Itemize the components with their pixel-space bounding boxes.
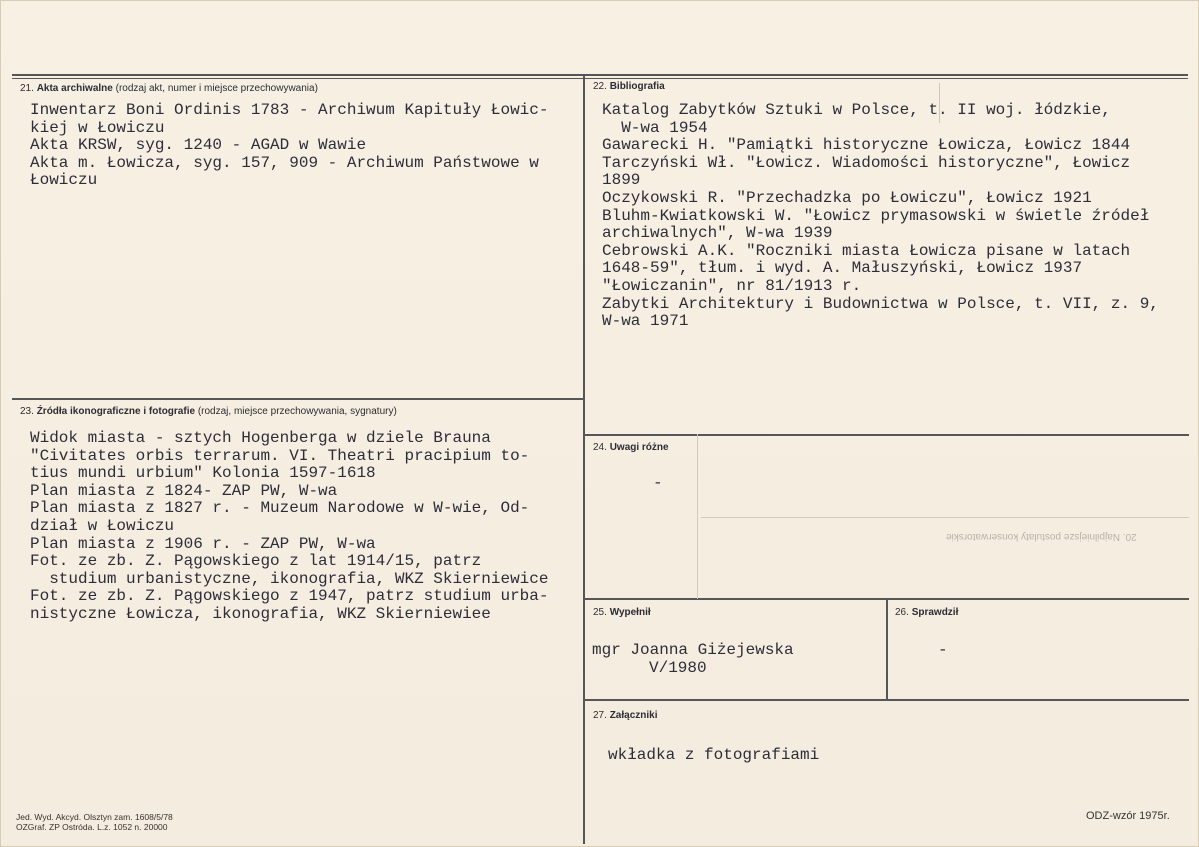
iconography-line: Plan miasta z 1827 r. - Muzeum Narodowe w W-wie, Od- — [30, 499, 530, 518]
iconography-line: studium urbanistyczne, ikonografia, WKZ Skierniewice — [30, 569, 549, 588]
section-24-title: Uwagi różne — [609, 442, 669, 453]
printer-imprint-line2: OZGraf. ZP Ostróda. L.z. 1052 n. 20000 — [16, 822, 168, 832]
iconography-line: Fot. ze zb. Z. Pągowskiego z lat 1914/15, patrz — [30, 552, 482, 571]
section-23-body — [30, 430, 548, 624]
bibliography-line: Zabytki Architektury i Budownictwa w Polsce, t. VII, z. 9, — [602, 294, 1159, 313]
divider-22-24 — [585, 434, 1189, 436]
iconography-line: Fot. ze zb. Z. Pągowskiego z 1947, patrz studium urba- — [30, 587, 549, 606]
bibliography-line: archiwalnych", W-wa 1939 — [602, 224, 833, 243]
archival-line: Akta KRSW, syg. 1240 - AGAD w Wawie — [30, 136, 367, 155]
section-21-body — [30, 102, 548, 190]
section-21-number: 21. — [20, 83, 34, 94]
bibliography-line: W-wa 1971 — [602, 312, 689, 331]
section-27-label — [593, 710, 658, 721]
section-27-number: 27. — [593, 710, 607, 721]
section-25-title: Wypełnił — [609, 607, 651, 618]
section-21-note: (rodzaj akt, numer i miejsce przechowywania) — [115, 83, 318, 94]
section-24-value: - — [653, 474, 663, 492]
bleed-line-h1 — [701, 517, 1189, 518]
section-22-number: 22. — [593, 81, 607, 92]
iconography-line: Plan miasta z 1824- ZAP PW, W-wa — [30, 481, 338, 500]
bibliography-line: Tarczyński Wł. "Łowicz. Wiadomości historyczne", Łowicz — [602, 153, 1131, 172]
bibliography-line: Cebrowski A.K. "Roczniki miasta Łowicza pisane w latach — [602, 241, 1131, 260]
iconography-line: nistyczne Łowicza, ikonografia, WKZ Skierniewiee — [30, 604, 491, 623]
filled-by-date: V/1980 — [649, 659, 707, 677]
section-26-value: - — [938, 641, 948, 659]
form-code: ODZ-wzór 1975r. — [1086, 810, 1170, 822]
bleed-through-text: 20. Najpilniejsze postulaty konserwatorskie — [946, 531, 1137, 542]
bibliography-line: 1899 — [602, 171, 641, 190]
bibliography-line: Gawarecki H. "Pamiątki historyczne Łowicza, Łowicz 1844 — [602, 136, 1131, 155]
top-double-rule — [12, 74, 1188, 76]
archival-line: Akta m. Łowicza, syg. 157, 909 - Archiwum Państwowe w — [30, 153, 539, 172]
section-27-title: Załączniki — [609, 710, 658, 721]
section-26-title: Sprawdził — [911, 607, 959, 618]
bibliography-line: Oczykowski R. "Przechadzka po Łowiczu", Łowicz 1921 — [602, 188, 1092, 207]
section-25-number: 25. — [593, 607, 607, 618]
divider-25-27 — [585, 699, 1189, 701]
center-divider — [583, 74, 585, 844]
bibliography-line: "Łowiczanin", nr 81/1913 r. — [602, 276, 862, 295]
iconography-line: Plan miasta z 1906 r. - ZAP PW, W-wa — [30, 534, 376, 553]
bibliography-line: Katalog Zabytków Sztuki w Polsce, t. II woj. łódzkie, — [602, 101, 1111, 119]
section-24-label — [593, 442, 669, 453]
section-26-number: 26. — [895, 607, 909, 618]
section-22-title: Bibliografia — [609, 81, 665, 92]
divider-21-23 — [12, 398, 583, 400]
section-23-note: (rodzaj, miejsce przechowywania, sygnatury) — [197, 406, 397, 417]
divider-25-26 — [886, 599, 888, 700]
top-rule-thin — [12, 78, 1188, 79]
printer-imprint-line1: Jed. Wyd. Akcyd. Olsztyn zam. 1608/5/78 — [16, 812, 173, 822]
bibliography-line: 1648-59", tłum. i wyd. A. Małuszyński, Łowicz 1937 — [602, 259, 1083, 278]
filled-by-name: mgr Joanna Giżejewska — [592, 641, 794, 659]
section-26-label — [895, 607, 958, 618]
section-23-title: Źródła ikonograficzne i fotografie — [36, 406, 196, 417]
iconography-line: Widok miasta - sztych Hogenberga w dziele Brauna — [30, 429, 491, 447]
iconography-line: dział w Łowiczu — [30, 516, 175, 535]
section-25-label — [593, 607, 651, 618]
iconography-line: "Civitates orbis terrarum. VI. Theatri pracipium to- — [30, 446, 530, 465]
archival-line: Inwentarz Boni Ordinis 1783 - Archiwum Kapituły Łowic- — [30, 101, 549, 119]
section-24-number: 24. — [593, 442, 607, 453]
archival-line: Łowiczu — [30, 171, 98, 190]
section-22-body — [602, 102, 1159, 331]
bibliography-line: Bluhm-Kwiatkowski W. "Łowicz prymasowski w świetle źródeł — [602, 206, 1150, 225]
attachments-value: wkładka z fotografiami — [608, 746, 820, 764]
archival-line: kiej w Łowiczu — [30, 118, 165, 137]
iconography-line: tius mundi urbium" Kolonia 1597-1618 — [30, 464, 376, 483]
section-22-label — [593, 81, 665, 92]
bibliography-line: W-wa 1954 — [602, 118, 708, 137]
bleed-line-v2 — [697, 434, 698, 599]
section-23-number: 23. — [20, 406, 34, 417]
section-21-label — [20, 83, 318, 94]
section-21-title: Akta archiwalne — [36, 83, 113, 94]
section-23-label — [20, 406, 397, 417]
